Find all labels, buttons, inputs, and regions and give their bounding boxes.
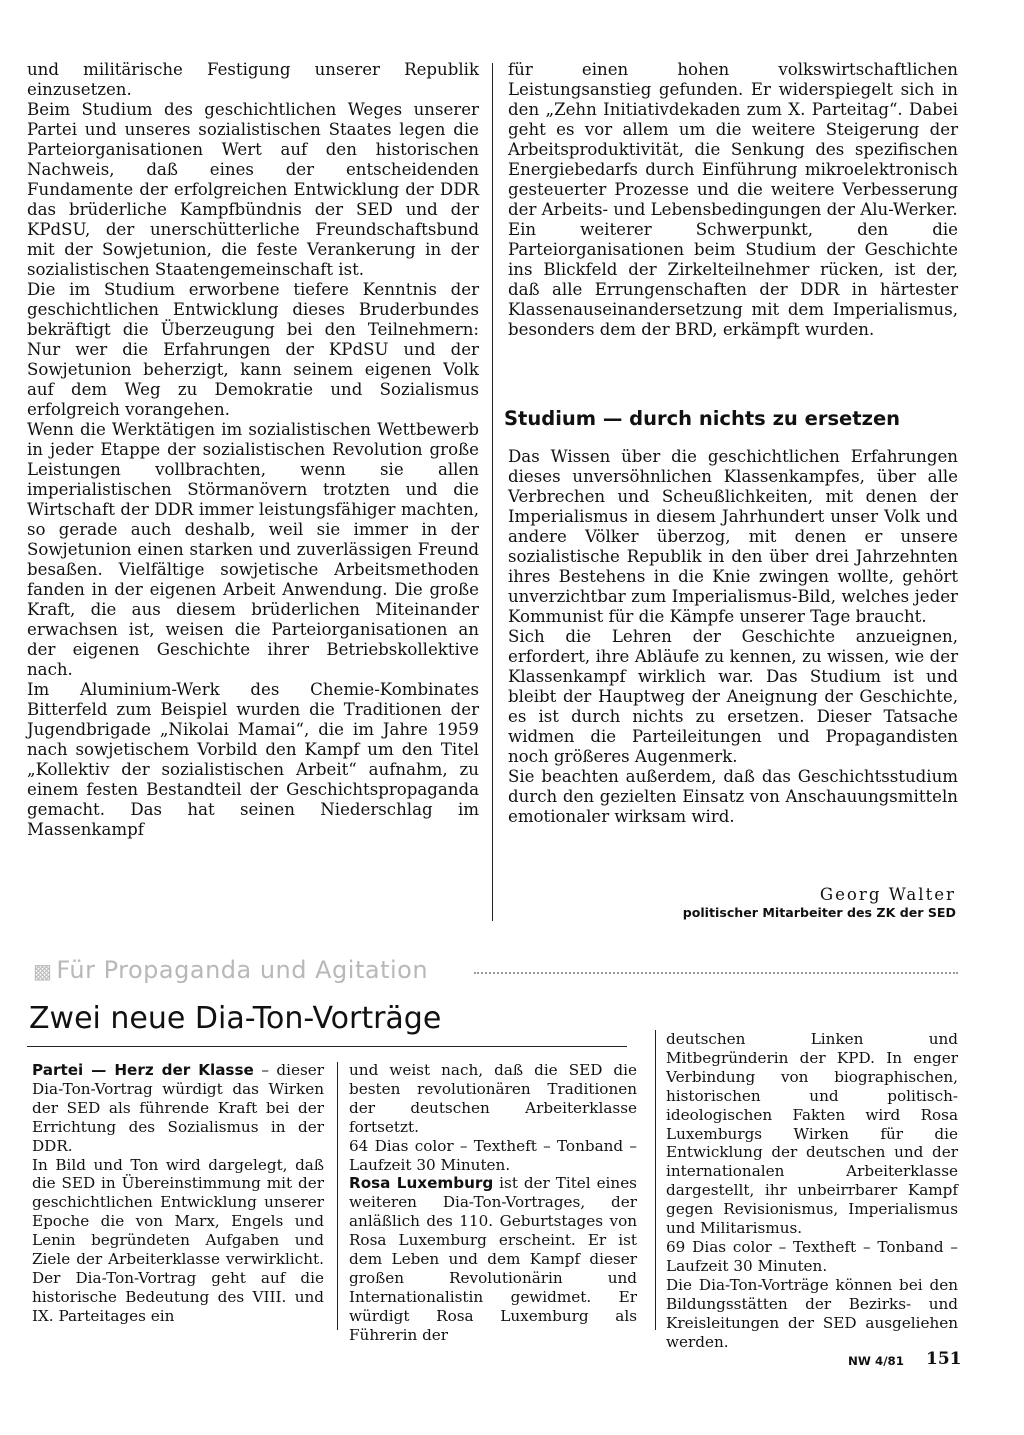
section-label <box>33 956 428 984</box>
paragraph: für einen hohen volkswirtschaftlichen Leistungsanstieg gefunden. Er widerspiegelt sich in den „Zehn Initiativdekaden zum X. Parteitag“. Dabei geht es vor allem um die weitere Steigerung der Arbeitsproduktivität, die Senkung des spezifischen Energiebedarfs durch Einführung mikroelektronisch gesteuerter Prozesse und die weitere Verbesserung der Arbeits- und Lebensbedingungen der Alu-Werker. <box>508 60 958 219</box>
paragraph: 64 Dias color – Textheft – Tonband – Laufzeit 30 Minuten. <box>349 1136 637 1174</box>
page-number: 151 <box>926 1349 962 1369</box>
paragraph: Die im Studium erworbene tiefere Kenntnis der geschichtlichen Entwicklung dieses Bruderbundes bekräftigt die Überzeugung bei den Teilnehmern: Nur wer die Erfahrungen der KPdSU und der Sowjetunion beherzigt, kann seinem eigenen Volk auf dem Weg zu Demokratie und Sozialismus erfolgreich vorangehen. <box>27 280 479 419</box>
section-mark-icon: ▩ <box>33 959 53 983</box>
article-right-column-bottom <box>508 447 958 887</box>
paragraph: Beim Studium des geschichtlichen Weges unserer Partei und unseres sozialistischen Staates legen die Parteiorganisationen Wert auf den historischen Nachweis, daß eines der entscheidenden Fundamente der erfolgreichen Entwicklung der DDR das brüderliche Kampfbündnis der SED und der KPdSU, der unerschütterliche Freundschaftsbund mit der Sowjetunion, die feste Verankerung in der sozialistischen Staatengemeinschaft ist. <box>27 100 479 279</box>
paragraph: Die Dia-Ton-Vorträge können bei den Bildungsstätten der Bezirks- und Kreisleitungen der SED ausgeliehen werden. <box>666 1275 958 1351</box>
issue-code: NW 4/81 <box>848 1354 904 1368</box>
article-subheading: Studium — durch nichts zu ersetzen <box>504 407 901 430</box>
paragraph: Sie beachten außerdem, daß das Geschichtsstudium durch den gezielten Einsatz von Anschauungsmitteln emotionaler wirksam wird. <box>508 767 958 826</box>
headline-rule <box>27 1046 627 1047</box>
paragraph: Das Wissen über die geschichtlichen Erfahrungen dieses unversöhnlichen Klassenkampfes, über alle Verbrechen und Scheußlichkeiten, mit denen der Imperialismus in diesem Jahrhundert unser Volk und andere Völker überzog, mit denen er unsere sozialistische Republik in den über drei Jahrzehnten ihres Bestehens in die Knie zwingen wollte, gehört unverzichtbar zum Imperialismus-Bild, welches jeder Kommunist für die Kämpfe unserer Tage braucht. <box>508 447 958 626</box>
headline: Zwei neue Dia-Ton-Vorträge <box>29 1001 442 1036</box>
paragraph-text: ist der Titel eines weiteren Dia-Ton-Vortrages, der anläßlich des 110. Geburtstages von Rosa Luxemburg erscheint. Er ist dem Leben und dem Kampf dieser großen Revolutionärin und Internationalistin gewidmet. Er würdigt Rosa Luxemburg als Führerin der <box>349 1174 637 1344</box>
column-divider <box>337 1062 338 1330</box>
column-divider <box>655 1030 656 1330</box>
short-article-column-2 <box>349 1061 637 1344</box>
article-left-column <box>27 60 479 930</box>
article-right-column-top <box>508 60 958 400</box>
paragraph: Im Aluminium-Werk des Chemie-Kombinates Bitterfeld zum Beispiel wurden die Traditionen der Jugendbrigade „Nikolai Mamai“, die im Jahre 1959 nach sowjetischem Vorbild den Kampf um den Titel „Kollektiv der sozialistischen Arbeit“ aufnahm, zu einem festen Bestandteil der Geschichtspropaganda gemacht. Das hat seinen Niederschlag im Massenkampf <box>27 680 479 839</box>
short-article-column-3 <box>666 1030 958 1351</box>
paragraph: und militärische Festigung unserer Republik einzusetzen. <box>27 60 479 99</box>
paragraph: Wenn die Werktätigen im sozialistischen Wettbewerb in jeder Etappe der sozialistischen Revolution große Leistungen vollbrachten, wenn sie allen imperialistischen Störmanövern trotzten und die Wirtschaft der DDR immer leistungsfähiger machten, so gerade auch deshalb, weil sie immer in der Sowjetunion einen starken und zuverlässigen Freund besaßen. Vielfältige sowjetische Arbeitsmethoden fanden in der eigenen Arbeit Anwendung. Die große Kraft, die aus diesem brüderlichen Miteinander erwachsen ist, weisen die Parteiorganisationen an der eigenen Geschichte ihrer Betriebskollektive nach. <box>27 420 479 679</box>
dotted-divider <box>474 972 958 974</box>
paragraph: Sich die Lehren der Geschichte anzueignen, erfordert, ihre Abläufe zu kennen, zu wissen, wie der Klassenkampf wirklich war. Das Studium ist und bleibt der Hauptweg der Aneignung der Geschichte, es ist durch nichts zu ersetzen. Dieser Tatsache widmen die Parteileitungen und Propagandisten noch größeres Augenmerk. <box>508 627 958 766</box>
topic-title: Rosa Luxemburg <box>349 1174 494 1193</box>
paragraph <box>349 1174 637 1344</box>
paragraph-text: – dieser Dia-Ton-Vortrag würdigt das Wirken der SED als führende Kraft bei der Errichtung des Sozialismus in der DDR. <box>32 1061 325 1155</box>
column-divider <box>492 63 493 921</box>
paragraph: In Bild und Ton wird dargelegt, daß die SED in Übereinstimmung mit der geschichtlichen Entwicklung unserer Epoche die von Marx, Engels und Lenin begründeten Aufgaben und Ziele der Arbeiterklasse verwirklicht. Der Dia-Ton-Vortrag geht auf die historische Bedeutung des VIII. und IX. Parteitages ein <box>32 1155 324 1325</box>
paragraph: Ein weiterer Schwerpunkt, den die Parteiorganisationen beim Studium der Geschichte ins Blickfeld der Zirkelteilnehmer rücken, ist der, daß alle Errungenschaften der DDR in härtester Klassenauseinandersetzung mit dem Imperialismus, besonders dem der BRD, erkämpft wurden. <box>508 220 958 339</box>
paragraph: und weist nach, daß die SED die besten revolutionären Traditionen der deutschen Arbeiterklasse fortsetzt. <box>349 1061 637 1136</box>
paragraph: deutschen Linken und Mitbegründerin der KPD. In enger Verbindung von biographischen, historischen und politisch-ideologischen Fakten wird Rosa Luxemburgs Wirken für die Entwicklung der deutschen und der internationalen Arbeiterklasse dargestellt, ihr unbeirrbarer Kampf gegen Revisionismus, Imperialismus und Militarismus. <box>666 1030 958 1238</box>
short-article-column-1 <box>32 1061 324 1331</box>
topic-title: Partei — Herz der Klasse <box>32 1061 254 1079</box>
paragraph: 69 Dias color – Textheft – Tonband – Laufzeit 30 Minuten. <box>666 1237 958 1275</box>
paragraph <box>32 1061 324 1156</box>
author-role: politischer Mitarbeiter des ZK der SED <box>682 905 956 920</box>
section-label-text: Für Propaganda und Agitation <box>56 956 429 984</box>
author-name: Georg Walter <box>819 885 956 904</box>
